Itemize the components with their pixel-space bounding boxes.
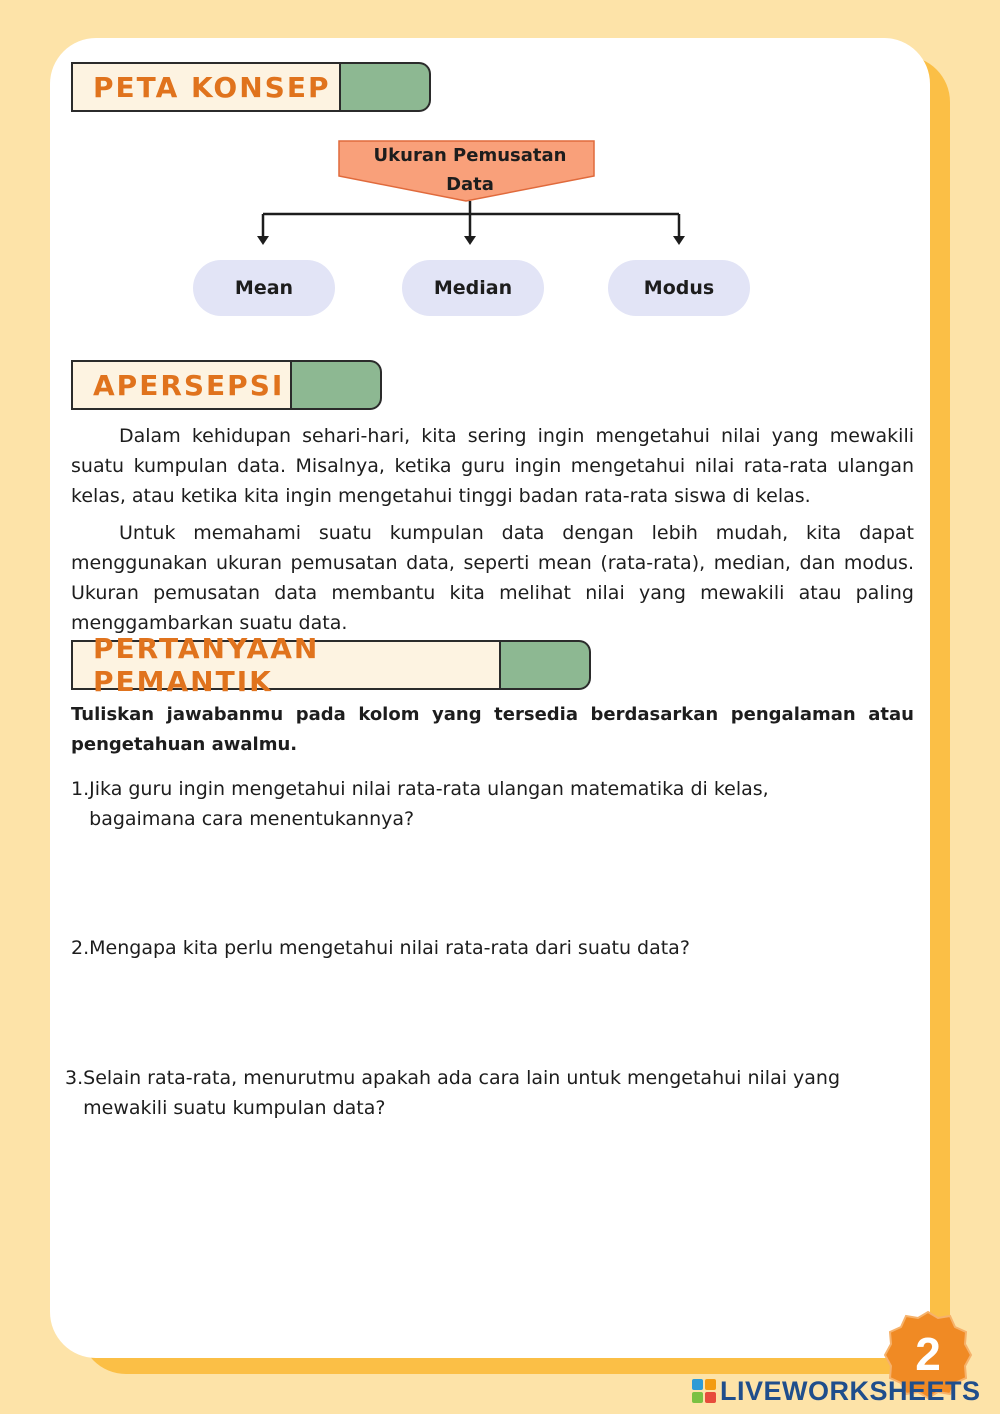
question-number: 1. [71,778,90,800]
tag-accent-block [292,360,382,410]
root-node-label-line2: Data [446,174,494,195]
concept-node-median: Median [402,260,544,316]
liveworksheets-logo-icon [692,1379,716,1403]
concept-node-mean: Mean [193,260,335,316]
section-title: APERSEPSI [71,360,292,410]
concept-node-modus: Modus [608,260,750,316]
arrow-down-icon [257,236,269,245]
arrow-down-icon [673,236,685,245]
question-number: 3. [65,1067,84,1089]
section-tag-apersepsi [71,360,382,410]
section-title: PETA KONSEP [71,62,341,112]
question-text: Mengapa kita perlu mengetahui nilai rata-rata dari suatu data? [89,937,690,959]
question-text: Jika guru ingin mengetahui nilai rata-rata ulangan matematika di kelas, bagaimana cara menentukannya? [89,778,769,830]
question-item [71,933,871,963]
root-node-label-line1: Ukuran Pemusatan [373,145,567,166]
instruction-text: Tuliskan jawabanmu pada kolom yang tersedia berdasarkan pengalaman atau pengetahuan awalmu. [71,704,914,755]
brand-name: LIVEWORKSHEETS [720,1375,981,1406]
question-item [65,1063,925,1123]
apersepsi-paragraph-1: Dalam kehidupan sehari-hari, kita sering ingin mengetahui nilai yang mewakili suatu kumpulan data. Misalnya, ketika guru ingin mengetahui nilai rata-rata ulangan kelas, atau ketika kita ingin mengetahui tinggi badan rata-rata siswa di kelas. [71,425,914,507]
liveworksheets-logo [692,1376,981,1406]
section-title: PERTANYAAN PEMANTIK [71,640,501,690]
page-number: 2 [915,1328,941,1380]
section-tag-pertanyaan-pemantik [71,632,591,698]
question-item [71,774,871,834]
arrow-down-icon [464,236,476,245]
tag-accent-block [501,640,591,690]
question-number: 2. [71,937,90,959]
apersepsi-paragraph-2: Untuk memahami suatu kumpulan data dengan lebih mudah, kita dapat menggunakan ukuran pemusatan data, seperti mean (rata-rata), median, dan modus. Ukuran pemusatan data membantu kita melihat nilai yang mewakili atau paling menggambarkan suatu data. [71,522,914,634]
question-text: Selain rata-rata, menurutmu apakah ada cara lain untuk mengetahui nilai yang mewakili suatu kumpulan data? [83,1067,841,1119]
